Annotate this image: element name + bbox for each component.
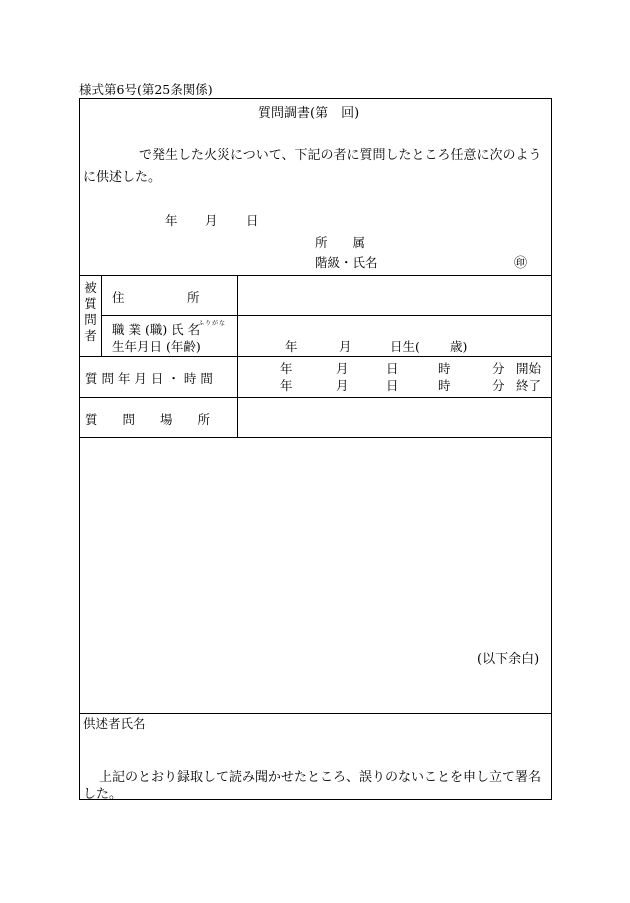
start-day-label: 日 <box>386 361 399 376</box>
divider <box>101 275 102 356</box>
birth-year-label: 年 <box>285 339 298 354</box>
end-minute-label: 分 <box>492 378 505 393</box>
end-hour-label: 時 <box>438 378 451 393</box>
start-year-label: 年 <box>280 361 293 376</box>
intro-line-2: に供述した。 <box>83 170 162 185</box>
birth-month-label: 月 <box>339 339 352 354</box>
statement-body[interactable] <box>82 440 549 710</box>
form-number: 様式第6号(第25条関係) <box>79 82 213 97</box>
divider <box>101 315 551 316</box>
interrogation-form <box>79 98 552 800</box>
divider <box>237 275 238 437</box>
name-furigana: ふりがな <box>198 320 227 327</box>
divider <box>80 713 551 714</box>
statement-name-label: 供述者氏名 <box>83 716 146 731</box>
divider <box>80 397 551 398</box>
closing-note: (以下余白) <box>477 652 540 667</box>
place-label: 質 問 場 所 <box>85 412 211 427</box>
date-day-label: 日 <box>246 213 259 228</box>
side-char: 問 <box>84 312 97 327</box>
start-label: 開始 <box>516 361 542 376</box>
datetime-label: 質 問 年 月 日 ・ 時 間 <box>85 371 213 386</box>
occupation-name-value[interactable] <box>240 318 548 334</box>
divider <box>80 437 551 438</box>
certification-line-2: した。 <box>83 787 123 802</box>
seal-mark: ㊞ <box>514 256 528 271</box>
intro-line-1: で発生した火災について、下記の者に質問したところ任意に次のよう <box>139 148 542 163</box>
respondent-side-label <box>80 280 101 344</box>
occupation-name-label: 職 業 (職) 氏 名 <box>112 322 201 337</box>
birthdate-age-label: 生年月日 (年齢) <box>112 339 201 354</box>
date-month-label: 月 <box>205 213 218 228</box>
start-minute-label: 分 <box>492 361 505 376</box>
certification-line-1: 上記のとおり録取して読み聞かせたところ、誤りのないことを申し立て署名 <box>99 770 542 785</box>
rank-name-label: 階級・氏名 <box>315 255 378 270</box>
side-char: 被 <box>84 280 97 295</box>
date-year-label: 年 <box>165 213 178 228</box>
start-hour-label: 時 <box>438 361 451 376</box>
affiliation-label: 所 属 <box>315 235 366 250</box>
side-char: 質 <box>84 296 97 311</box>
end-day-label: 日 <box>386 378 399 393</box>
place-value[interactable] <box>240 400 548 434</box>
side-char: 者 <box>84 328 97 343</box>
divider <box>80 275 551 276</box>
end-year-label: 年 <box>280 378 293 393</box>
address-value[interactable] <box>240 279 548 313</box>
start-month-label: 月 <box>336 361 349 376</box>
address-label: 住 所 <box>112 290 200 305</box>
birth-day-label: 日生( <box>390 339 420 354</box>
divider <box>80 356 551 357</box>
end-label: 終了 <box>516 378 542 393</box>
end-month-label: 月 <box>336 378 349 393</box>
age-unit-label: 歳) <box>450 339 468 354</box>
form-title: 質問調書(第 回) <box>258 106 360 121</box>
